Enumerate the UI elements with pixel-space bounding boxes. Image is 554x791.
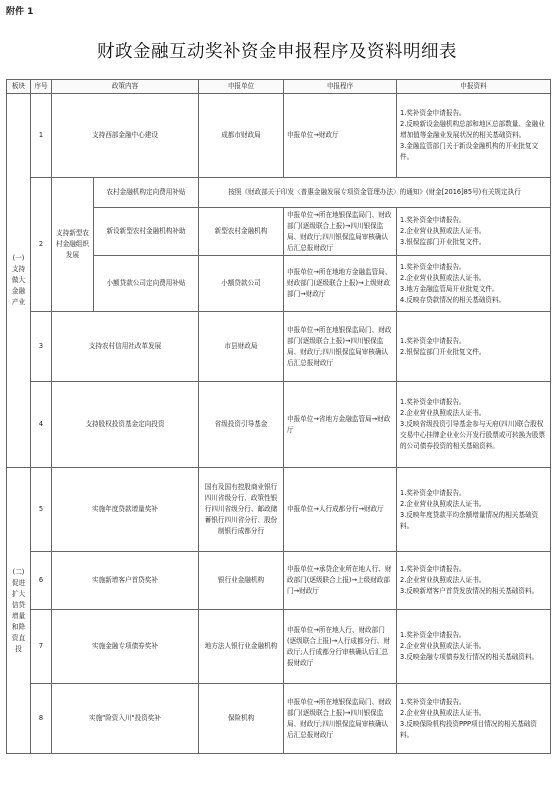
category-line: 增量 bbox=[11, 611, 26, 620]
header-materials: 申报资料 bbox=[397, 80, 551, 94]
material-item: 2.企业营业执照或法人证书。 bbox=[400, 576, 486, 584]
material-item: 3.反映保险机构投资PPP项目情况的相关基础资料。 bbox=[400, 719, 537, 739]
applicant-unit: 新型农村金融机构 bbox=[199, 208, 284, 256]
material-item: 2.银保监部门开业批复文件。 bbox=[400, 347, 486, 356]
table-row bbox=[7, 684, 551, 754]
row-number: 1 bbox=[31, 94, 52, 178]
material-item: 3.金融监管部门关于新设金融机构的开业批复文件。 bbox=[400, 142, 539, 161]
material-item: 1.奖补资金申请报告。 bbox=[400, 565, 466, 573]
row-number: 8 bbox=[31, 684, 52, 754]
category-line: 金融 bbox=[11, 287, 26, 295]
applicant-unit: 省级投资引导基金 bbox=[199, 382, 284, 468]
material-item: 2.企业营业执照或法人证书。 bbox=[400, 708, 486, 717]
material-item: 1.奖补资金申请报告。 bbox=[400, 216, 466, 224]
material-item: 1.奖补资金申请报告。 bbox=[400, 262, 466, 271]
row-number: 4 bbox=[31, 382, 52, 468]
material-item: 1.奖补资金申请报告。 bbox=[400, 697, 466, 706]
policy-content: 实施年度贷款增量奖补 bbox=[52, 468, 199, 552]
policy-content: 支持股权投资基金定向投资 bbox=[52, 382, 199, 468]
table-row bbox=[7, 178, 551, 208]
materials bbox=[397, 208, 551, 256]
policy-table bbox=[6, 79, 551, 754]
material-item: 2.企业营业执照或法人证书。 bbox=[400, 227, 486, 235]
material-item: 3.银保监部门开业批复文件。 bbox=[400, 238, 486, 246]
procedure: 申报单位→承贷企业所在地人行、财政部门(逐级联合上报)→上级财政部门→财政厅 bbox=[284, 552, 397, 610]
row-number: 2 bbox=[31, 178, 52, 312]
category-line: 扩大 bbox=[11, 589, 26, 598]
procedure: 申报单位→财政厅 bbox=[284, 94, 397, 178]
material-item: 1.奖补资金申请报告。 bbox=[400, 336, 466, 345]
procedure: 申报单位→所在地银保监局门、财政部门(逐级联合上报)→四川银保监局、财政厅;四川银保监局审核确认后汇总报财政厅 bbox=[284, 312, 397, 382]
material-item: 2.反映新设金融机构总部和地区总部数量、金融业增加值等金融业发展状况的相关基础资料。 bbox=[400, 120, 545, 139]
policy-content: 农村金融机构定向费用补贴 bbox=[94, 178, 199, 208]
material-item: 3.反映新增客户首贷发放情况的相关基础资料。 bbox=[400, 587, 539, 595]
procedure: 申报单位→所在地地方金融监管局、财政部门(逐级联合上报)→上级财政部门→财政厅 bbox=[284, 256, 397, 312]
material-item: 4.反映存贷款情况的相关基础资料。 bbox=[400, 295, 506, 304]
applicant-unit: 小额贷款公司 bbox=[199, 256, 284, 312]
procedure: 申报单位→省地方金融监管局→财政厅 bbox=[284, 382, 397, 468]
table-row bbox=[7, 552, 551, 610]
applicant-unit: 保险机构 bbox=[199, 684, 284, 754]
material-item: 3.反映省级投资引导基金参与天府(四川)联合股权交易中心挂牌企业业公开发行股票或可转换为股票的公司债券投资的相关基础资料。 bbox=[400, 420, 546, 450]
category-line: 做大 bbox=[11, 276, 26, 284]
procedure: 申报单位→所在地人行、财政部门(逐级联合上报)→人行成都分行、财政厅;人行成都分行审核确认后汇总报财政厅 bbox=[284, 610, 397, 684]
category-line: (一) bbox=[12, 254, 25, 262]
policy-content: 小额贷款公司定向费用补贴 bbox=[94, 256, 199, 312]
applicant-unit: 地方法人银行业金融机构 bbox=[199, 610, 284, 684]
row-number: 5 bbox=[31, 468, 52, 552]
header-policy: 政策内容 bbox=[52, 80, 199, 94]
category-line: 促进 bbox=[11, 578, 26, 587]
applicant-unit: 银行业金融机构 bbox=[199, 552, 284, 610]
materials bbox=[397, 94, 551, 178]
applicant-unit: 成都市财政局 bbox=[199, 94, 284, 178]
category-line: (二) bbox=[12, 567, 25, 576]
policy-notice: 按照《财政部关于印发〈普惠金融发展专项资金管理办法〉的通知》(财金[2016]85号)有关规定执行 bbox=[199, 178, 551, 208]
header-procedure: 申报程序 bbox=[284, 80, 397, 94]
material-item: 1.奖补资金申请报告。 bbox=[400, 109, 466, 117]
policy-content: 实施新增客户首贷奖补 bbox=[52, 552, 199, 610]
row-number: 6 bbox=[31, 552, 52, 610]
applicant-unit: 市县财政局 bbox=[199, 312, 284, 382]
header-category: 板块 bbox=[7, 80, 31, 94]
materials bbox=[397, 468, 551, 552]
material-item: 3.反映金融专项债券发行情况的相关基础资料。 bbox=[400, 653, 539, 661]
policy-content: 实施金融专项债券奖补 bbox=[52, 610, 199, 684]
materials bbox=[397, 552, 551, 610]
materials bbox=[397, 610, 551, 684]
category-line: 信贷 bbox=[11, 600, 26, 609]
policy-content: 实施"险资入川"投资奖补 bbox=[52, 684, 199, 754]
page-title: 财政金融互动奖补资金申报程序及资料明细表 bbox=[97, 42, 457, 62]
procedure: 申报单位→所在地银保监局门、财政部门(逐级联合上报)→四川银保监局、财政厅;四川银保监局审核确认后汇总报财政厅 bbox=[284, 684, 397, 754]
table-header-row bbox=[7, 80, 551, 94]
material-item: 2.企业营业执照或法人证书。 bbox=[400, 273, 486, 282]
material-item: 3.反映年度贷款平均余额增量情况的相关基础资料。 bbox=[400, 510, 539, 530]
materials bbox=[397, 256, 551, 312]
table-row bbox=[7, 312, 551, 382]
table-row bbox=[7, 610, 551, 684]
category-line: 产业 bbox=[11, 298, 26, 306]
materials bbox=[397, 382, 551, 468]
material-item: 3.地方金融监管局开业批复文件。 bbox=[400, 284, 499, 293]
materials bbox=[397, 312, 551, 382]
table-row bbox=[7, 468, 551, 552]
material-item: 2.企业营业执照或法人证书。 bbox=[400, 409, 486, 417]
policy-group: 支持新型农村金融组织发展 bbox=[52, 178, 94, 312]
policy-content: 支持西部金融中心建设 bbox=[52, 94, 199, 178]
material-item: 1.奖补资金申请报告。 bbox=[400, 398, 466, 406]
table-row bbox=[7, 94, 551, 178]
policy-content: 新设新型农村金融机构补助 bbox=[94, 208, 199, 256]
material-item: 1.奖补资金申请报告。 bbox=[400, 488, 466, 497]
row-number: 3 bbox=[31, 312, 52, 382]
attachment-label: 附件 1 bbox=[6, 7, 34, 17]
header-unit: 申报单位 bbox=[199, 80, 284, 94]
category-line: 和降 bbox=[11, 622, 26, 631]
material-item: 2.企业营业执照或法人证书。 bbox=[400, 642, 486, 650]
material-item: 1.奖补资金申请报告。 bbox=[400, 631, 466, 639]
policy-content: 支持农村信用社改革发展 bbox=[52, 312, 199, 382]
applicant-unit: 国有及国有控股商业银行四川省级分行、政策性银行四川省级分行、邮政储蓄银行四川省分行、股份制银行成都分行 bbox=[199, 468, 284, 552]
category-cell bbox=[7, 468, 31, 754]
procedure: 申报单位→人行成都分行→财政厅 bbox=[284, 468, 397, 552]
category-cell bbox=[7, 94, 31, 468]
table-row bbox=[7, 382, 551, 468]
header-number: 序号 bbox=[31, 80, 52, 94]
procedure: 申报单位→所在地银保监局门、财政部门(逐级联合上报)→四川银保监局、财政厅;四川银保监局审核确认后汇总报财政厅 bbox=[284, 208, 397, 256]
material-item: 2.企业营业执照或法人证书。 bbox=[400, 499, 486, 508]
category-line: 资直 bbox=[11, 633, 26, 642]
category-line: 支持 bbox=[11, 265, 26, 273]
materials bbox=[397, 684, 551, 754]
row-number: 7 bbox=[31, 610, 52, 684]
category-line: 投 bbox=[15, 644, 22, 653]
